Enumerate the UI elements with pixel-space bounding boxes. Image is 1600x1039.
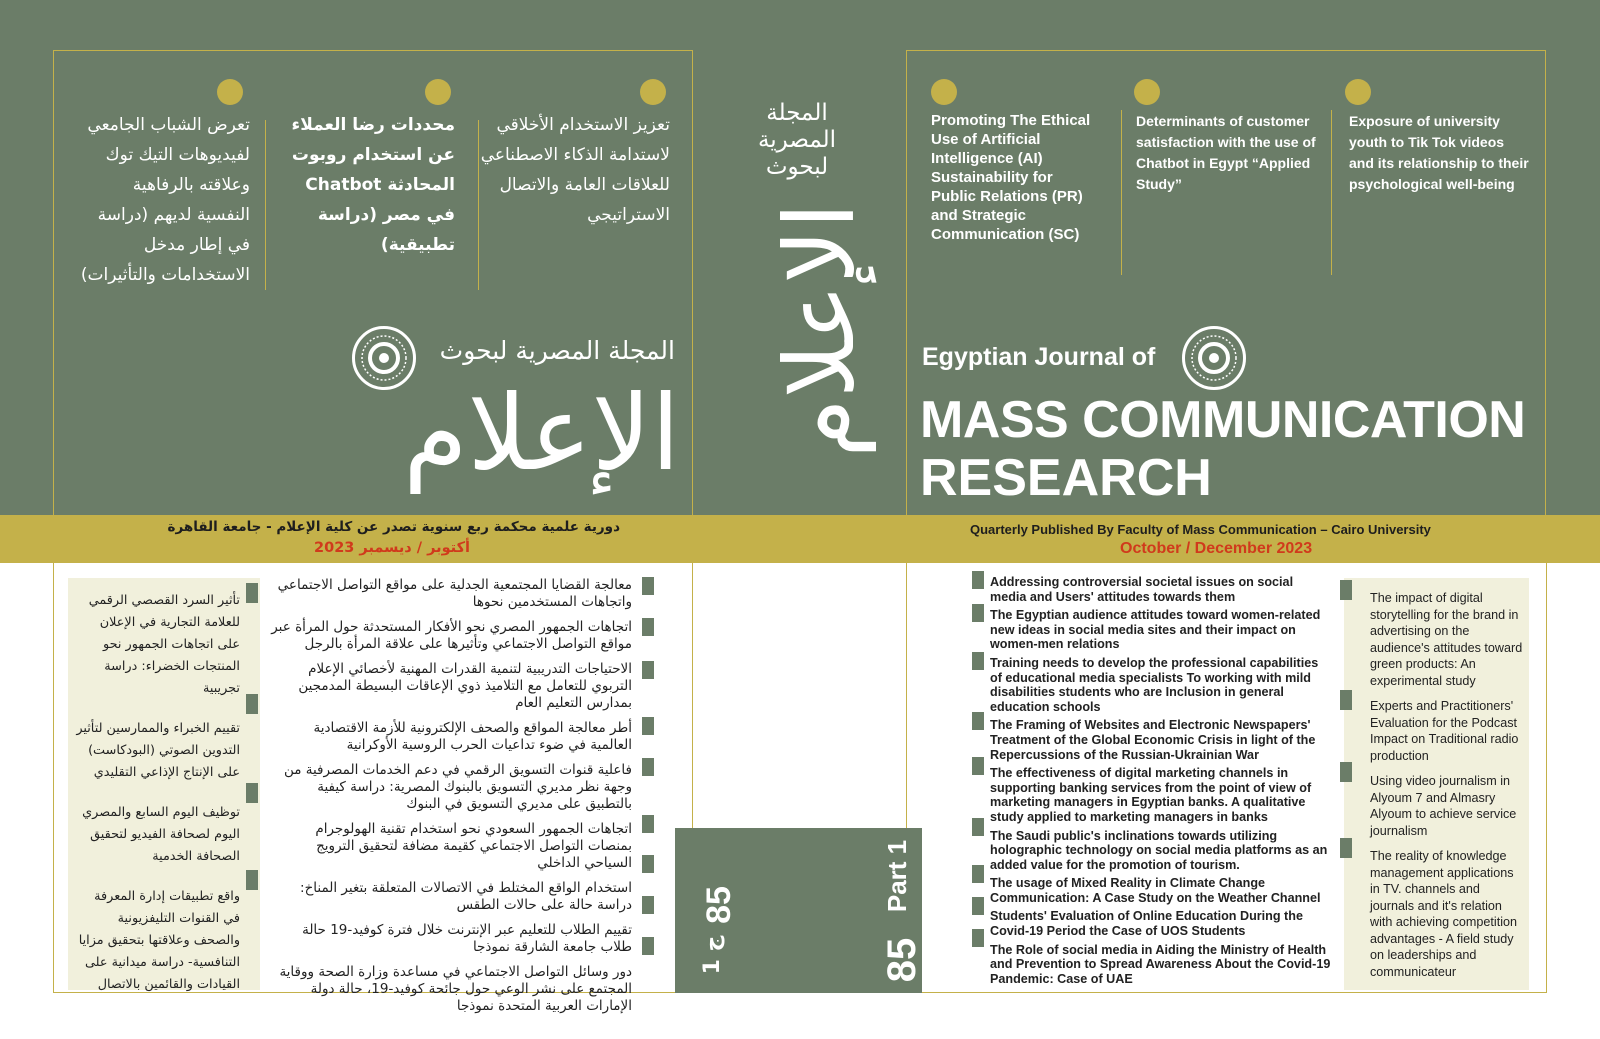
side-article: Using video journalism in Alyoum 7 and Almasry Alyoum to achieve service journalism [1370,774,1517,838]
toc-marker [642,717,654,735]
toc-item: الاحتياجات التدريبية لتنمية القدرات المهنية لأخصائي الإعلام التربوي للتعامل مع التلاميذ ذوي الإعاقات البسيطة المدمجين بمدارس التعليم العام [298,661,632,711]
toc-item: اتجاهات الجمهور السعودي نحو استخدام تقنية الهولوجرام بمنصات التواصل الاجتماعي كقيمة مضافة لتحقيق الترويج السياحي الداخلي [315,821,632,871]
front-toc [990,575,1332,990]
toc-marker [972,897,984,915]
bullet-dot [640,79,666,105]
toc-marker [972,757,984,775]
side-article: The reality of knowledge management applications in TV. channels and journals and it's relation with achieving competition advantages - A field study on leaderships and communicateur [1370,849,1518,979]
toc-marker [972,604,984,622]
toc-marker [972,929,984,947]
front-featured-article-3: Exposure of university youth to Tik Tok videos and its relationship to their psychological well-being [1349,113,1529,192]
side-marker [1340,690,1352,710]
toc-item: Training needs to develop the professional capabilities of educational media specialists To working with mild disabilities students who are Inclusion in general education schools [990,655,1319,714]
back-bottom-frame-left [53,563,54,993]
front-frame-top [906,50,1546,51]
toc-marker [642,661,654,679]
side-article: واقع تطبيقات إدارة المعرفة في القنوات التليفزيونية والصحف وعلاقتها بتحقيق مزايا التنافسية- دراسة ميدانية على القيادات والقائمين بالاتصال [78,889,240,992]
spine-arabic-part: ج 1 [700,935,725,975]
bullet-dot [1345,79,1371,105]
back-featured-article-3: تعرض الشباب الجامعي لفيديوهات التيك توك وعلاقته بالرفاهية النفسية لديهم (دراسة في إطار مدخل الاستخدامات والتأثيرات) [80,115,250,285]
toc-item: معالجة القضايا المجتمعية الجدلية على مواقع التواصل الاجتماعي واتجاهات المستخدمين نحوها [277,577,632,610]
bullet-dot [1134,79,1160,105]
back-journal-name-small: المجلة المصرية لبحوث [439,336,675,365]
toc-marker [972,712,984,730]
spine-line-right [906,563,907,828]
toc-marker [642,815,654,833]
toc-item: أطر معالجة المواقع والصحف الإلكترونية للأزمة الاقتصادية العالمية في ضوء تداعيات الحرب الروسية الأوكرانية [313,720,632,753]
toc-marker [642,618,654,636]
front-side-articles [1370,590,1526,989]
toc-item: The Role of social media in Aiding the Ministry of Health and Prevention to Spread Awareness About the Covid-19 Pandemic: Case of UAE [990,942,1331,986]
toc-marker [642,758,654,776]
front-frame-left [906,50,907,515]
front-featured-article-2: Determinants of customer satisfaction with the use of Chatbot in Egypt “Applied Study” [1136,113,1316,192]
toc-item: The usage of Mixed Reality in Climate Change Communication: A Case Study on the Weather Channel [990,876,1321,905]
toc-marker [972,865,984,883]
side-marker [1340,580,1352,600]
spine-title-small: المجلة المصرية لبحوث [757,100,837,180]
back-frame-top [53,50,693,51]
toc-item: The Saudi public's inclinations towards utilizing holographic technology on social media platforms as an added value for the promotion of tourism. [990,828,1328,872]
column-divider [478,120,479,290]
column-divider [265,120,266,290]
side-marker [246,870,258,890]
front-issue-date: October / December 2023 [1120,540,1313,557]
side-marker [246,694,258,714]
toc-marker [642,896,654,914]
toc-item: فاعلية قنوات التسويق الرقمي في دعم الخدمات المصرفية من وجهة نظر مديري التسويق بالبنوك المصرية: دراسة كيفية بالتطبيق على مديري التسويق في البنوك [283,762,632,812]
back-issue-date: أكتوبر / ديسمبر 2023 [314,540,470,556]
toc-marker [642,855,654,873]
spine-issue-number-left: 85 [700,886,738,924]
toc-item: Students' Evaluation of Online Education During the Covid-19 Period the Case of UOS Students [990,909,1303,939]
back-publisher-line: دورية علمية محكمة ربع سنوية تصدر عن كلية الإعلام - جامعة القاهرة [167,519,620,535]
column-divider [1331,110,1332,275]
faculty-seal-icon [1182,326,1246,390]
toc-marker [972,571,984,589]
front-journal-title-line2: RESEARCH [920,449,1212,507]
side-marker [1340,838,1352,858]
toc-item: The Egyptian audience attitudes toward women-related new ideas in social media sites and their impact on women-men relations [990,608,1321,652]
back-toc [268,577,632,1023]
bullet-dot [425,79,451,105]
back-frame-right [692,50,693,515]
toc-item: The Framing of Websites and Electronic Newspapers' Treatment of the Global Economic Crisis in light of the Repercussions of the Russian-Ukrainian War [990,718,1316,762]
toc-marker [642,937,654,955]
toc-marker [972,652,984,670]
back-side-articles [74,590,240,996]
back-frame-left [53,50,54,515]
bullet-dot [217,79,243,105]
front-journal-prefix: Egyptian Journal of [922,343,1156,371]
side-article: تقييم الخبراء والممارسين لتأثير التدوين الصوتي (البودكاست) على الإنتاج الإذاعي التقليدي [76,721,240,780]
column-divider [1121,110,1122,275]
toc-marker [972,818,984,836]
spine-line-left [692,563,693,828]
back-featured-article-1: تعزيز الاستخدام الأخلاقي لاستدامة الذكاء الاصطناعي للعلاقات العامة والاتصال الاستراتيجي [480,115,670,225]
toc-item: The effectiveness of digital marketing channels in supporting banking services from the point of view of marketing managers in Egyptian banks. A qualitative study applied to marketing managers in banks [990,766,1312,824]
toc-item: استخدام الواقع المختلط في الاتصالات المتعلقة بتغير المناخ: دراسة حالة على حالات الطقس [300,880,632,913]
side-marker [1340,762,1352,782]
side-marker [246,583,258,603]
toc-item: دور وسائل التواصل الاجتماعي في مساعدة وزارة الصحة ووقاية المجتمع على نشر الوعي حول جائحة كوفيد-19، حالة دولة الإمارات العربية المتحدة نموذجا [279,964,632,1014]
side-article: The impact of digital storytelling for the brand in advertising on the audience's attitudes toward green products: An experimental study [1370,591,1523,688]
toc-item: اتجاهات الجمهور المصري نحو الأفكار المستحدثة حول المرأة عبر مواقع التواصل الاجتماعي وتأثيرها على علاقة المرأة بالرجل [271,619,632,652]
back-journal-name-big: الإعلام [403,372,680,494]
front-publisher-line: Quarterly Published By Faculty of Mass Communication – Cairo University [970,522,1431,537]
front-journal-title-line1: MASS COMMUNICATION [920,391,1526,449]
side-article: تأثير السرد القصصي الرقمي للعلامة التجارية في الإعلان على اتجاهات الجمهور نحو المنتجات الخضراء: دراسة تجريبية [88,593,240,696]
toc-marker [642,577,654,595]
front-featured-article-1: Promoting The Ethical Use of Artificial Intelligence (AI) Sustainability for Public Relations (PR) and Strategic Communication (SC) [931,112,1091,243]
bullet-dot [931,79,957,105]
side-article: Experts and Practitioners' Evaluation for the Podcast Impact on Traditional radio production [1370,699,1519,763]
spine-title-big: الإعلام [764,202,876,458]
back-featured-article-2: محددات رضا العملاء عن استخدام روبوت المحادثة Chatbot في مصر (دراسة تطبيقية) [291,115,455,255]
side-article: توظيف اليوم السابع والمصري اليوم لصحافة الفيديو لتحقيق الصحافة الخدمية [82,805,240,864]
front-bottom-frame-right [1546,563,1547,993]
side-marker [246,783,258,803]
spine-issue-number-right: 85 [880,937,924,983]
toc-item: تقييم الطلاب للتعليم عبر الإنترنت خلال فترة كوفيد-19 حالة طلاب جامعة الشارقة نموذجا [302,922,632,955]
toc-item: Addressing controversial societal issues on social media and Users' attitudes towards them [990,575,1294,604]
spine-english-part: Part 1 [882,839,912,913]
